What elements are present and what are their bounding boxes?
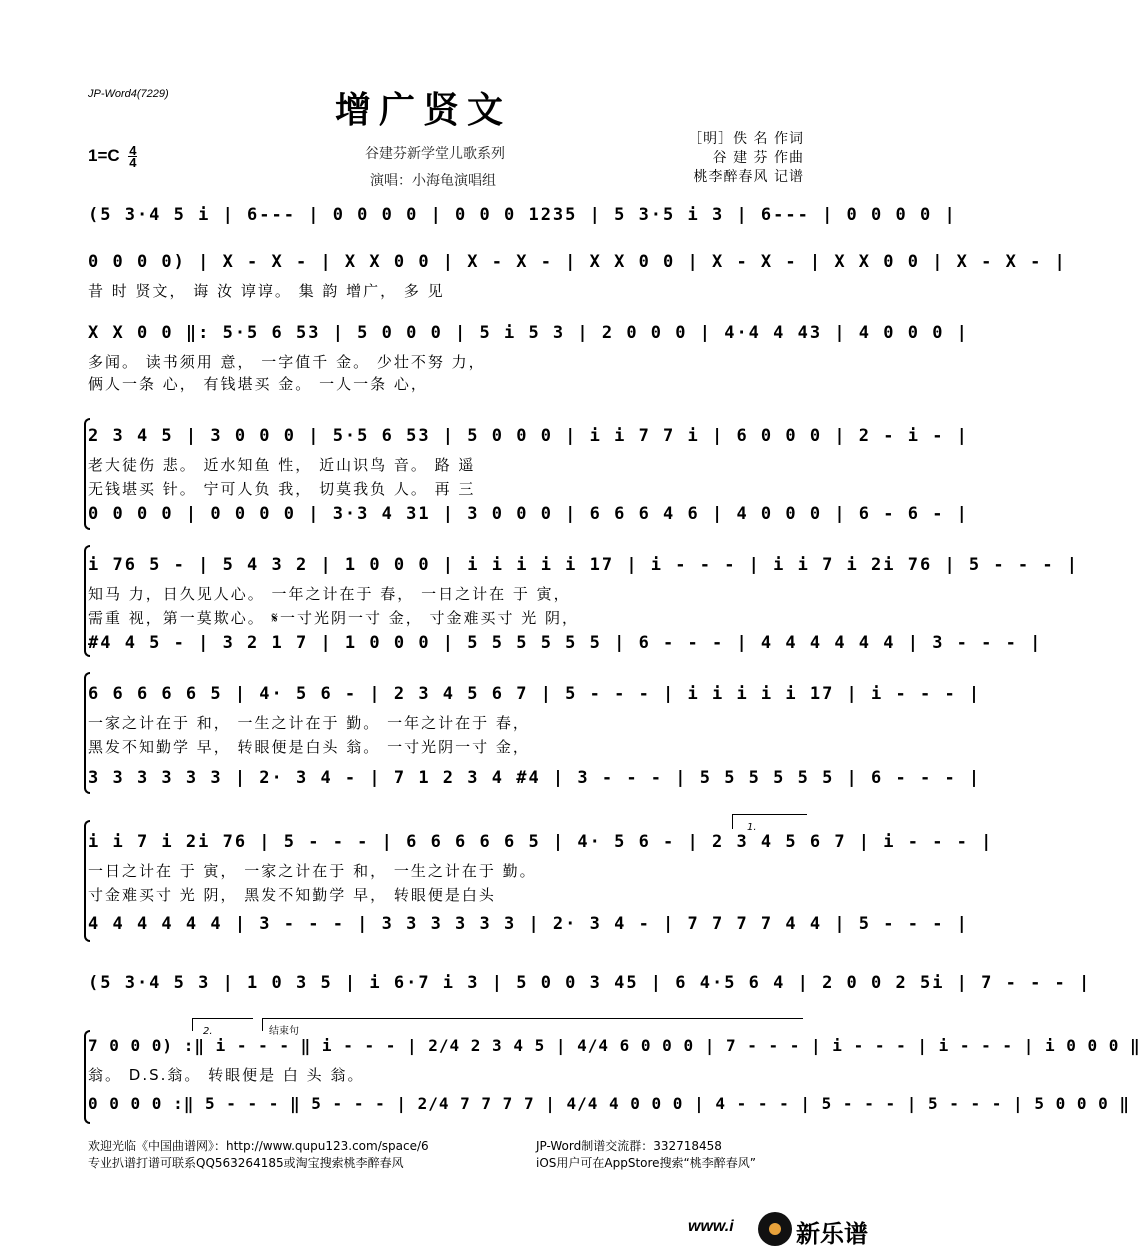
harmony-line: 0 0 0 0 | 0 0 0 0 | 3·3 4 31 | 3 0 0 0 | 6 6 6 4 6 | 4 0 0 0 | 6 - 6 - | — [88, 504, 969, 524]
music-system-6 — [88, 684, 982, 794]
footer-appstore: iOS用户可在AppStore搜索“桃李醉春风” — [536, 1156, 756, 1170]
music-system-3 — [88, 323, 969, 395]
volta-label: 1. — [747, 822, 757, 833]
lyric-line-2: 无钱堪买 针。 宁可人负 我， 切莫我负 人。 再 三 — [88, 480, 476, 498]
notation-line: (5 3·4 5 3 | 1 0 3 5 | i 6·7 i 3 | 5 0 0 3 45 | 6 4·5 6 4 | 2 0 0 2 5i | 7 - - - | — [88, 973, 1092, 993]
singer-line: 演唱：小海龟演唱组 — [370, 173, 496, 189]
notation-line: 7 0 0 0) :‖ i - - - ‖ i - - - | 2/4 2 3 4 5 | 4/4 6 0 0 0 | 7 - - - | i - - - | i - - - | i 0 0 0 ‖ — [88, 1036, 1141, 1055]
lyric-line-1: 一日之计在 于 寅， 一家之计在于 和， 一生之计在于 勤。 — [88, 862, 537, 880]
ending-bracket — [262, 1018, 803, 1037]
footer-group: JP-Word制谱交流群：332718458 — [536, 1139, 722, 1153]
music-system-5 — [88, 555, 1080, 661]
footer-contact: 专业扒谱打谱可联系QQ563264185或淘宝搜索桃李醉春风 — [88, 1156, 404, 1170]
page-title: 增广贤文 — [335, 89, 512, 131]
watermark-url: www.i — [688, 1218, 734, 1235]
volta-bracket-2 — [192, 1018, 253, 1037]
time-signature — [128, 145, 137, 168]
lyric-line-1: 知马 力，日久见人心。 一年之计在于 春， 一日之计在 于 寅， — [88, 585, 571, 603]
software-tag: JP-Word4(7229) — [88, 88, 169, 100]
footer-right — [536, 1138, 756, 1172]
notation-line: i i 7 i 2i 76 | 5 - - - | 6 6 6 6 6 5 | 4· 5 6 - | 2 3 4 5 6 7 | i - - - | — [88, 832, 994, 852]
lyric-line-1: 一家之计在于 和， 一生之计在于 勤。 一年之计在于 春， — [88, 714, 530, 732]
notation-line: (5 3·4 5 i | 6--- | 0 0 0 0 | 0 0 0 1235 | 5 3·5 i 3 | 6--- | 0 0 0 0 | — [88, 205, 957, 225]
lyric-line-2: 需重 视，第一莫欺心。 𝄋一寸光阴一寸 金， 寸金难买寸 光 阴， — [88, 609, 580, 627]
series-subtitle: 谷建芬新学堂儿歌系列 — [365, 146, 505, 162]
music-system-4 — [88, 426, 969, 532]
lyric-line-1: 翁。 D.S.翁。 转眼便是 白 头 翁。 — [88, 1066, 365, 1084]
time-bottom: 4 — [129, 155, 137, 170]
composer-credit: 谷 建 芬 作曲 — [712, 150, 804, 166]
volta-bracket-1 — [732, 814, 807, 833]
footer-website-link[interactable]: 欢迎光临《中国曲谱网》：http://www.qupu123.com/space/6 — [88, 1139, 429, 1153]
key-signature — [88, 145, 137, 168]
music-system-8 — [88, 973, 1092, 1001]
key-label: 1=C — [88, 145, 120, 165]
harmony-line: 3 3 3 3 3 3 | 2· 3 4 - | 7 1 2 3 4 #4 | 3 - - - | 5 5 5 5 5 5 | 6 - - - | — [88, 768, 982, 788]
notation-line: X X 0 0 ‖: 5·5 6 53 | 5 0 0 0 | 5 i 5 3 | 2 0 0 0 | 4·4 4 43 | 4 0 0 0 | — [88, 323, 969, 343]
lyric-line-2: 黑发不知勤学 早， 转眼便是白头 翁。 一寸光阴一寸 金， — [88, 738, 530, 756]
credits-block — [688, 130, 804, 187]
lyricist-credit: ［明］佚 名 作词 — [688, 131, 804, 147]
watermark-brand: 新乐谱 — [796, 1220, 868, 1248]
music-system-2 — [88, 252, 1067, 302]
harmony-line: #4 4 5 - | 3 2 1 7 | 1 0 0 0 | 5 5 5 5 5 5 | 6 - - - | 4 4 4 4 4 4 | 3 - - - | — [88, 633, 1043, 653]
music-system-1 — [88, 205, 957, 235]
lyric-line-2: 寸金难买寸 光 阴， 黑发不知勤学 早， 转眼便是白头 — [88, 886, 496, 904]
notation-line: 6 6 6 6 6 5 | 4· 5 6 - | 2 3 4 5 6 7 | 5 - - - | i i i i i 17 | i - - - | — [88, 684, 982, 704]
time-top: 4 — [129, 143, 137, 158]
ending-label: 结束句 — [269, 1026, 299, 1037]
music-system-9 — [88, 1036, 1141, 1122]
harmony-line: 0 0 0 0 :‖ 5 - - - ‖ 5 - - - | 2/4 7 7 7 7 | 4/4 4 0 0 0 | 4 - - - | 5 - - - | 5 - - - | 5 0 0 0 ‖ — [88, 1094, 1131, 1113]
lyric-line-1: 老大徒伤 悲。 近水知鱼 性， 近山识鸟 音。 路 遥 — [88, 456, 476, 474]
notation-line: 0 0 0 0) | X - X - | X X 0 0 | X - X - | X X 0 0 | X - X - | X X 0 0 | X - X - | — [88, 252, 1067, 272]
harmony-line: 4 4 4 4 4 4 | 3 - - - | 3 3 3 3 3 3 | 2· 3 4 - | 7 7 7 7 4 4 | 5 - - - | — [88, 914, 969, 934]
lyric-line-1: 多闻。 读书须用 意， 一字值千 金。 少壮不努 力， — [88, 353, 486, 371]
notation-line: i 76 5 - | 5 4 3 2 | 1 0 0 0 | i i i i i 17 | i - - - | i i 7 i 2i 76 | 5 - - - | — [88, 555, 1080, 575]
vinyl-record-icon — [758, 1212, 792, 1246]
volta-label: 2. — [203, 1026, 213, 1037]
lyric-line-2: 俩人一条 心， 有钱堪买 金。 一人一条 心， — [88, 375, 428, 393]
notation-line: 2 3 4 5 | 3 0 0 0 | 5·5 6 53 | 5 0 0 0 | i i 7 7 i | 6 0 0 0 | 2 - i - | — [88, 426, 969, 446]
transcriber-credit: 桃李醉春风 记谱 — [693, 169, 804, 185]
lyric-line-1: 昔 时 贤文， 诲 汝 谆谆。 集 韵 增广， 多 见 — [88, 282, 445, 300]
music-system-7 — [88, 832, 994, 942]
footer-left — [88, 1138, 429, 1172]
